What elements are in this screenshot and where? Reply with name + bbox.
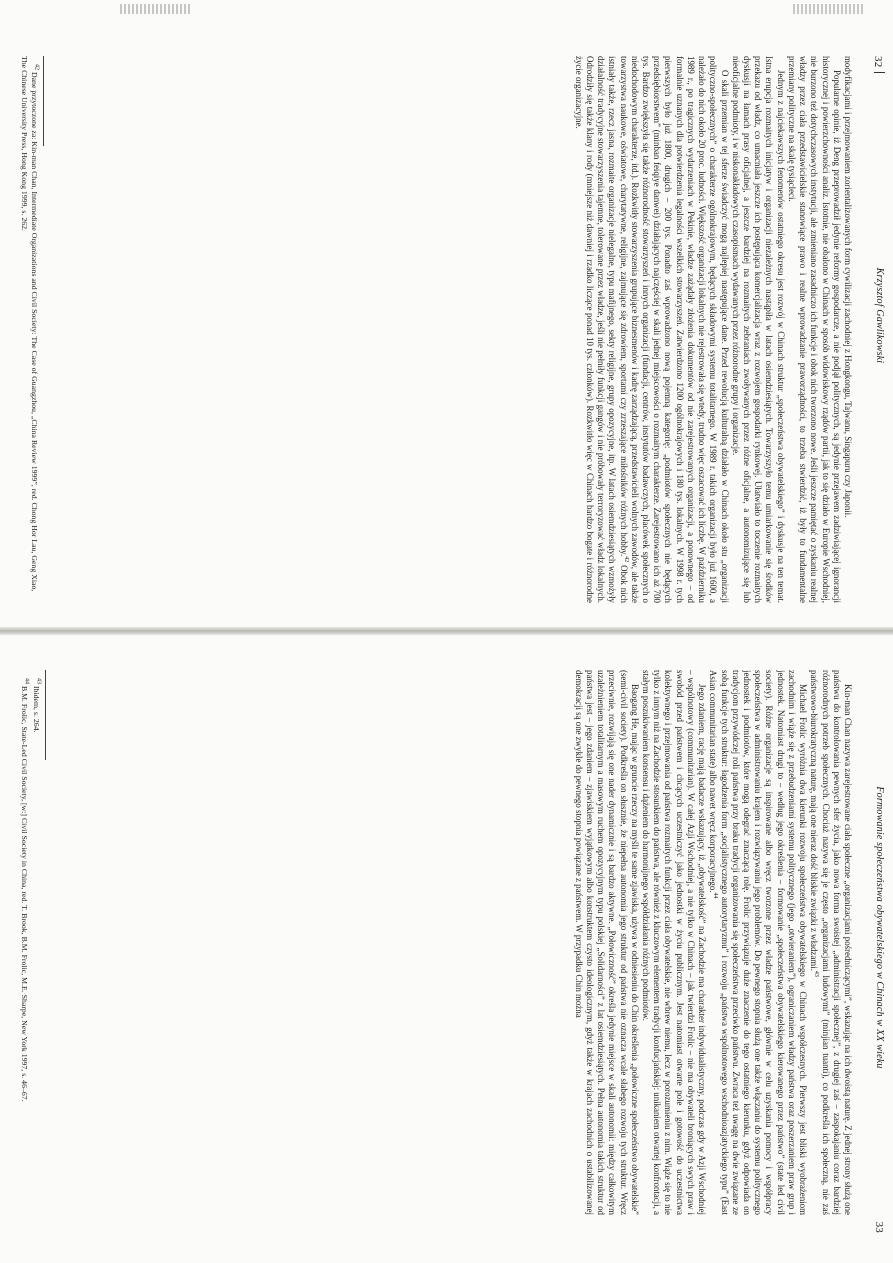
paragraph-text: O skali przemian w tej sferze świadczyć mogą najlepiej następujące dane. Przed rewolucją kulturalną działało w Chinach około stu „organizacji polityczno-społecznych” o charakterze ogólnokrajowym, będących składowymi systemu totalitarnego. W 1989 r. takich organizacji było już 1600, a należało do nich około 20 proc. ludności. Większość organizacji lokalnych nie rejestrowała się wtedy, trudno więc oszacować ich liczbę. W październiku 1989 r., po tragicznych wydarzeniach w Pekinie, władze zażądały złożenia dokumentów od nie zarejestrowanych organizacji, a ponownego – od formalnie uznanych dla potwierdzenia legalności wszelkich stowarzyszeń. Zatwierdzono 1200 ogólnokrajowych i 180 tys. lokalnych. W 1998 r. tych pierwszych było już 1800, drugich – 200 tys. Ponadto zaś wprowadzono nową pojemną kategorię: „podmiotów społecznych nie będących przedsiębiorstwem” (minban feiqiye danwei) działających najczęściej w skali jednej miejscowości o rozmaitym charakterze. Zarejestrowano ich aż 700 tys. Bardzo zwiększyła się także różnorodność stowarzyszeń i innych organizacji (fundacji, centrów, instytutów badawczych, placówek społecznych o niedochodowym charakterze, itd.). Rozkwitły stowarzyszenia grupujące biznesmenów i kadrę zarządzającą, przedstawicieli wolnych zawodów, ale także towarzystwa naukowe, oświatowe, charytatywne, religijne, zajmujące się zdrowiem, sportami czy zrzeszające miłośników różnych hobby. [618, 56, 730, 603]
running-title: Krzysztof Gawlikowski [874, 267, 885, 364]
right-page [0, 632, 893, 1263]
paragraph: Popularne opinie, iż Deng przeprowadził jedynie reformy gospodarcze, a nie podjął politycznych, są jedynie przejawem zadziwiającej ignorancji historycznej i powierzchowności analiz. Istotnie, nie obalono w Chinach w sposób widowiskowy rządów partii, jak to się działo w Europie Wschodniej, nie burzono też dotychczasowych instytucji, ale zmieniano zasadniczo ich funkcje i obok nich tworzono nowe. Jeśli jeszcze pamiętać o zyskaniu realnej władzy przez ciała przedstawicielskie stanowiące prawo i realne wprowadzanie praworządności, to trzeba stwierdzić, iż były to fundamentalne przemiany polityczne na skalę tysiącleci. [786, 56, 842, 603]
paragraph [808, 670, 853, 1215]
footnote [20, 56, 39, 603]
paragraph: Jego zdaniem, rację mają badacze wskazujący, iż „obywatelskość” na Zachodzie ma charakter indywidualistyczny, podczas gdy w Azji Wschodniej – wspólnotowy (communitarian). W całej Azji Wschodniej, a nie tylko w Chinach – jak twierdzi Frolic – nie ma obywateli broniących swych praw i swobód przed państwem i chcących uczestniczyć jako jednostki w życiu publicznym. Jest natomiast otwarte pole i gotowość do uczestnictwa kolektywnego i przejmowania od państwa rozmaitych funkcji przez ciała obywatelskie, nie wbrew niemu, lecz w porozumieniu z nim. Wiąże się to nie tylko z innym niż na Zachodzie stosunkiem do państwa, ale również z kluczowym elementem tradycji konfucjańskiej: unikaniem otwartej konfrontacji, a stałym poszukiwaniem konsensu i dążeniem do harmonijnego współdziałania różnych podmiotów. [641, 670, 708, 1215]
running-header [867, 0, 893, 631]
left-page [0, 0, 893, 631]
footnote [32, 670, 42, 1215]
footnote-ref: 44 [712, 892, 719, 899]
footnote [20, 670, 30, 1215]
paragraph-text: Obok nich istniały także, rzecz jasna, rozmaite organizacje nielegalne, typu mafijnego, sekty religijne, grupy opozycyjne, itp. W latach osiemdziesiątych wzmożyły działalność tradycyjne stowarzyszenia tajemne, tolerowane przez władze, jeśli nie pełniły funkcji gangów i nie próbowały terroryzować władz lokalnych. Odrodziły się także klany i rody (mniejsze niż dawniej i rzadko liczące ponad 10 tys. członków). Rozkwitło więc w Chinach bardzo bogate i różnorodne życie organizacyjne. [573, 56, 629, 603]
footnote-rule [43, 56, 44, 146]
body-text [58, 56, 853, 603]
paragraph-text: Kin-man Chan nazywa zarejestrowane ciała społeczne „organizacjami pośredniczącymi”, wskazując na ich dwoistą naturę. Z jednej strony służą one państwu do kontrolowania pewnych sfer życia, jako nowa forma swoistej „administracji społecznej”, z drugiej zaś – zaspokajaniu coraz bardziej różnorodnych potrzeb społecznych. Chociaż nazywa się je często „organizacjami ludowymi” (minjian tuanti), co podkreśla ich społeczną, nie zaś państwowo-biurokratyczną naturę, mają one nieraz dość bliskie związki z władzami. [809, 670, 853, 1215]
paragraph [707, 670, 808, 1215]
footnote-marker: 43 [35, 678, 42, 684]
footnote-text: Ibidem, s. 264. [32, 685, 41, 733]
paragraph: Jednym z najciekawszych fenomenów ostatniego okresu jest rozwój w Chinach struktur „społeczeństwa obywatelskiego” i dyskusje na ten temat. Istna erupcja rozmaitych inicjatyw i organizacji niezależnych nastąpiła w latach osiemdziesiątych. Towarzyszyło temu umiarkowanie się środków przekazu od władz, co umacniała jeszcze ich postępująca komercjalizacja wraz z rozwojem gospodarki rynkowej. Ułatwiało to toczenie rozmaitych dyskusji na łamach prasy oficjalnej, a jeszcze bardziej na rozmaitych zebraniach zwoływanych przez różne oficjalne, a autonomizujące się lub nieoficjalne podmioty, i w niskonakładowych czasopismach wydawanych przez różnorodne grupy i organizacje. [730, 56, 786, 603]
footnote-ref: 43 [813, 970, 820, 977]
body-text [58, 670, 853, 1215]
running-title: Formowanie społeczeństwa obywatelskiego w Chinach w XX wieku [874, 786, 885, 1069]
footnote-marker: 42 [33, 64, 40, 70]
running-header [867, 632, 893, 1263]
footnotes [18, 670, 46, 1215]
footnotes [18, 56, 44, 603]
page-number: 32 [872, 56, 885, 73]
footnote-ref: 42 [622, 556, 629, 563]
page-number: 33 [873, 1221, 885, 1233]
footnote-marker: 44 [24, 678, 31, 684]
footnote-rule [45, 670, 46, 760]
paragraph-text: Michael Frolic wyróżnia dwa kierunki rozwoju społeczeństwa obywatelskiego w Chinach współczesnych. Pierwszy jest bliski wyobrażeniom zachodnim i wiąże się z przebudzeniami systemu politycznego (jego „otwieraniem”), ograniczaniem władzy państwa oraz poszerzaniem praw grup i jednostek. Natomiast drugi to – według jego określenia – formowanie „społeczeństwa obywatelskiego kierowanego przez państwo” (state led civil society). Różne organizacje są inspirowane albo wręcz tworzone przez władze państwowe, głównie w celu uzyskania pomocy i współpracy społeczeństwa w administrowaniu krajem i rozwiązywaniu jego problemów. Do pewnego stopnia służą one także włączaniu do systemu politycznego jednostek i podmiotów, które mogą odegrać znaczącą rolę. Frolic przywiązuje duże znaczenie do tego ostatniego kierunku, gdyż odpowiada on tradycjom przywódczej roli państwa przy braku tradycji organizowania się społeczeństwa przeciwko państwu. Zwraca też uwagę na dwie związane ze sobą funkcje tych struktur: łagodzenia form „socjalistycznego autorytaryzmu” i rozwoju „państwa wspólnotowego wschodnioazjatyckiego typu” (East Asian communitarian state) albo nawet wręcz korporacyjnego. [708, 670, 809, 1215]
paragraph [573, 56, 730, 603]
paragraph: Baogang He, mając w gruncie rzeczy na myśli te same zjawiska, używa w odniesieniu do Chin określenia „połowiczne społeczeństwo obywatelskie” (semi-civil society). Podkreśla on słusznie, że niepełna autonomia jego struktur od państwa nie oznacza wcale słabego rozwoju tych struktur. Wręcz przeciwnie, rozwijają się one nader dynamicznie i są bardzo aktywne. „Połowiczność” określa jedynie miejsce w skali autonomii: między całkowitym uzależnieniem totalitarnym a masowym ruchem opozycyjnym typu polskiej „Solidarności” z lat osiemdziesiątych. Pełna autonomia takich struktur od państwa jest – jego zdaniem – zjawiskiem wyjątkowym albo konstruktem czysto ideologicznym, gdyż także w krajach zachodnich o ustabilizowanej demokracji są one zwykle do pewnego stopnia powiązane z państwem. W przypadku Chin można [573, 670, 640, 1215]
footnote-text: B.M. Frolic, State-Led Civil Society, [w:] Civil Society in China, red. T. Brook, B.M. Frolic, M.E. Sharpe, New York 1997, s. 46–67. [20, 685, 30, 1102]
paragraph: modyfikacjami i przejmowaniem zorientalizowanych form cywilizacji zachodniej z Hongkongu, Tajwanu, Singapuru czy Japonii. [843, 56, 853, 518]
footnote-text: Dane przytoczone za: Kin-man Chan, Intermediate Organizations and Civil Society: The Case of Guangzhou, „China Review 1999”, red. Chong Hor Lau, Geng Xiao, The Chinese University Press, Hong Kong 1999, s. 262. [20, 56, 39, 592]
